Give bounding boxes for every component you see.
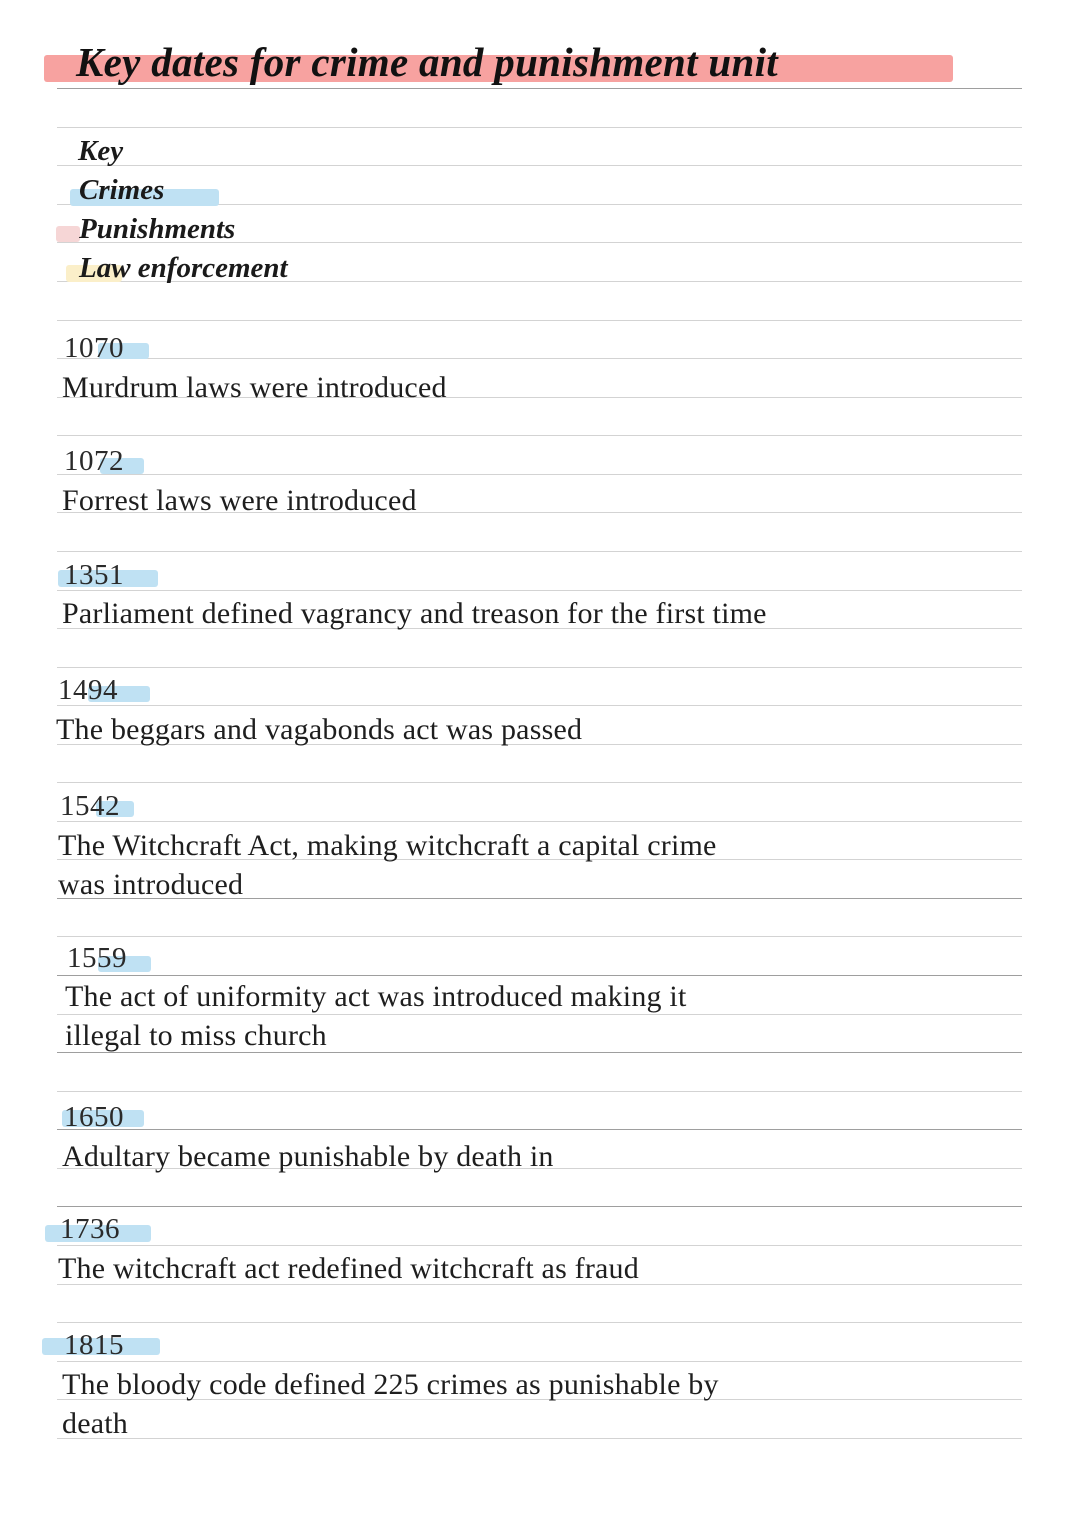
key-punishments: Punishments	[79, 213, 236, 245]
entry-text: The bloody code defined 225 crimes as punishable by	[62, 1368, 719, 1401]
ruled-line	[57, 551, 1022, 552]
entry-year: 1815	[64, 1329, 124, 1361]
ruled-line	[57, 1438, 1022, 1439]
title-underline	[57, 88, 1022, 89]
entry-text: Parliament defined vagrancy and treason for the first time	[62, 597, 767, 630]
entry-text: The beggars and vagabonds act was passed	[56, 713, 583, 746]
entry-year: 1542	[60, 790, 120, 822]
entry-text: The witchcraft act redefined witchcraft as fraud	[58, 1252, 639, 1285]
ruled-line	[57, 1091, 1022, 1092]
entry-year: 1559	[67, 942, 127, 974]
entry-text: Forrest laws were introduced	[62, 484, 417, 517]
ruled-line	[57, 590, 1022, 591]
entry-text: Murdrum laws were introduced	[62, 371, 447, 404]
ruled-line	[57, 821, 1022, 822]
entry-text: death	[62, 1407, 128, 1440]
ruled-line	[57, 705, 1022, 706]
entry-text: The act of uniformity act was introduced making it	[65, 980, 687, 1013]
ruled-line	[57, 936, 1022, 937]
entry-year: 1072	[64, 445, 124, 477]
ruled-line	[57, 975, 1022, 976]
ruled-line	[57, 667, 1022, 668]
ruled-line	[57, 358, 1022, 359]
ruled-line	[57, 1014, 1022, 1015]
ruled-line	[57, 1245, 1022, 1246]
page-title: Key dates for crime and punishment unit	[76, 39, 778, 85]
ruled-line	[57, 435, 1022, 436]
key-crimes: Crimes	[79, 174, 165, 206]
ruled-line	[57, 782, 1022, 783]
ruled-line	[57, 1361, 1022, 1362]
entry-year: 1494	[58, 674, 118, 706]
entry-year: 1650	[64, 1101, 124, 1133]
ruled-line	[57, 1129, 1022, 1130]
ruled-line	[57, 320, 1022, 321]
ruled-line	[57, 165, 1022, 166]
entry-text: The Witchcraft Act, making witchcraft a capital crime	[58, 829, 717, 862]
entry-year: 1736	[60, 1213, 120, 1245]
entry-text: was introduced	[58, 868, 244, 901]
ruled-line	[57, 1322, 1022, 1323]
ruled-line	[57, 127, 1022, 128]
key-heading: Key	[78, 135, 124, 167]
key-law-enforcement: Law enforcement	[79, 252, 288, 284]
ruled-line	[57, 1052, 1022, 1053]
punishments-swatch	[56, 226, 80, 242]
entry-year: 1351	[64, 559, 124, 591]
entry-text: Adultary became punishable by death in	[62, 1140, 554, 1173]
entry-text: illegal to miss church	[65, 1019, 327, 1052]
ruled-line	[57, 1206, 1022, 1207]
ruled-line	[57, 474, 1022, 475]
entry-year: 1070	[64, 332, 124, 364]
